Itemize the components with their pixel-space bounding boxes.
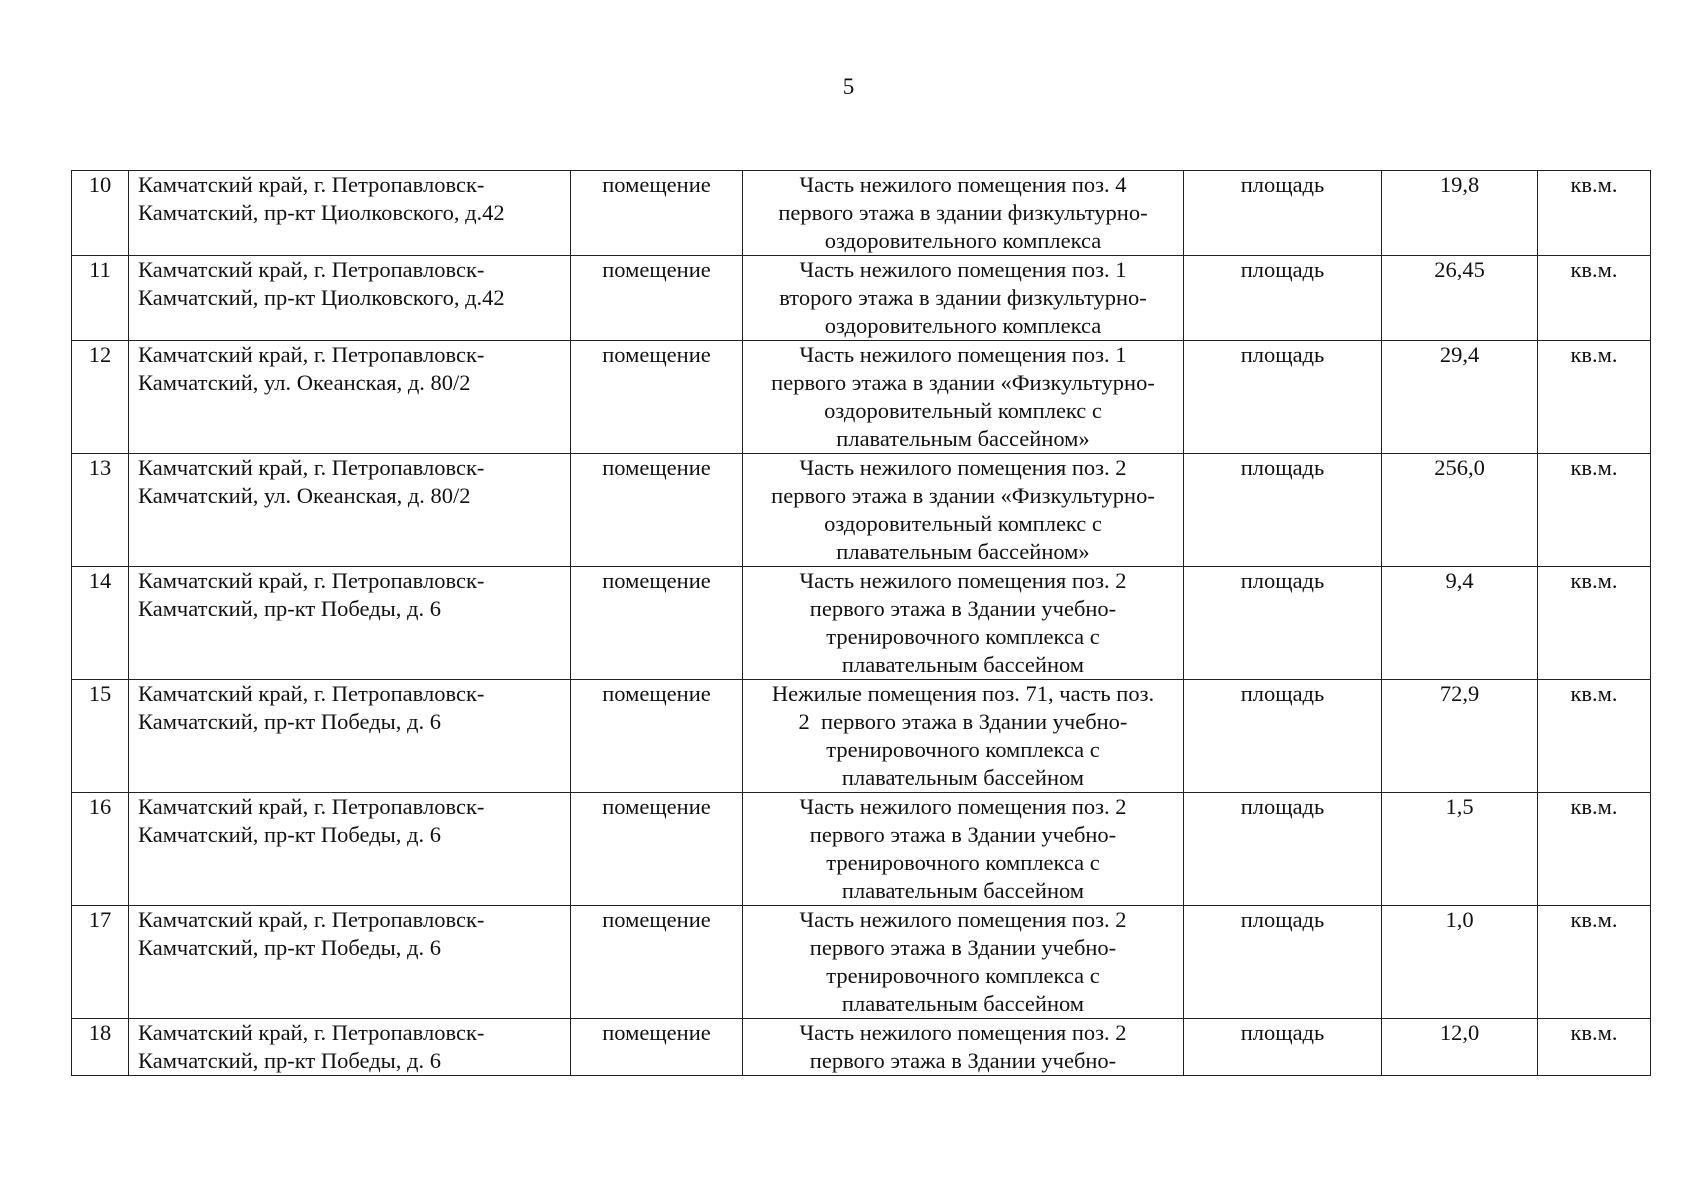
description-line: Часть нежилого помещения поз. 1	[799, 342, 1127, 367]
description-line: Часть нежилого помещения поз. 2	[799, 568, 1127, 593]
description-line: первого этажа в здании «Физкультурно-	[771, 483, 1155, 508]
table-row	[72, 171, 1651, 256]
address-line: Камчатский, пр-кт Циолковского, д.42	[138, 200, 505, 225]
description-line: Часть нежилого помещения поз. 1	[799, 257, 1127, 282]
value-cell: 256,0	[1382, 454, 1538, 567]
address-line: Камчатский, пр-кт Победы, д. 6	[138, 822, 441, 847]
address-line: Камчатский край, г. Петропавловск-	[138, 1020, 485, 1045]
parameter-cell: площадь	[1184, 1019, 1382, 1076]
object-type-cell: помещение	[571, 171, 743, 256]
description-line: плавательным бассейном»	[836, 426, 1090, 451]
description-cell	[743, 906, 1184, 1019]
address-cell	[129, 680, 571, 793]
description-line: первого этажа в Здании учебно-	[809, 1048, 1117, 1073]
address-line: Камчатский, пр-кт Циолковского, д.42	[138, 285, 505, 310]
table-row	[72, 341, 1651, 454]
description-cell	[743, 567, 1184, 680]
object-type-cell: помещение	[571, 341, 743, 454]
unit-cell: кв.м.	[1538, 906, 1651, 1019]
address-line: Камчатский, пр-кт Победы, д. 6	[138, 709, 441, 734]
description-cell	[743, 454, 1184, 567]
description-line: оздоровительного комплекса	[824, 313, 1102, 338]
address-cell	[129, 171, 571, 256]
object-type-cell: помещение	[571, 793, 743, 906]
address-line: Камчатский край, г. Петропавловск-	[138, 794, 485, 819]
address-cell	[129, 454, 571, 567]
value-cell: 1,5	[1382, 793, 1538, 906]
unit-cell: кв.м.	[1538, 454, 1651, 567]
description-line: первого этажа в Здании учебно-	[809, 935, 1117, 960]
description-line: плавательным бассейном	[841, 652, 1085, 677]
unit-cell: кв.м.	[1538, 341, 1651, 454]
description-line: тренировочного комплекса с	[826, 737, 1100, 762]
parameter-cell: площадь	[1184, 256, 1382, 341]
parameter-cell: площадь	[1184, 341, 1382, 454]
description-cell	[743, 256, 1184, 341]
parameter-cell: площадь	[1184, 454, 1382, 567]
page-number: 5	[842, 74, 855, 99]
unit-cell: кв.м.	[1538, 1019, 1651, 1076]
address-cell	[129, 793, 571, 906]
address-cell	[129, 1019, 571, 1076]
description-line: 2 первого этажа в Здании учебно-	[798, 709, 1128, 734]
description-line: Часть нежилого помещения поз. 2	[799, 455, 1127, 480]
row-number: 16	[72, 793, 129, 906]
address-line: Камчатский край, г. Петропавловск-	[138, 342, 485, 367]
row-number: 14	[72, 567, 129, 680]
address-cell	[129, 256, 571, 341]
address-line: Камчатский, ул. Океанская, д. 80/2	[138, 483, 471, 508]
description-line: Нежилые помещения поз. 71, часть поз.	[771, 681, 1155, 706]
row-number: 12	[72, 341, 129, 454]
address-line: Камчатский край, г. Петропавловск-	[138, 257, 485, 282]
row-number: 17	[72, 906, 129, 1019]
parameter-cell: площадь	[1184, 793, 1382, 906]
parameter-cell: площадь	[1184, 906, 1382, 1019]
table-row	[72, 1019, 1651, 1076]
description-line: первого этажа в здании физкультурно-	[778, 200, 1148, 225]
object-type-cell: помещение	[571, 567, 743, 680]
property-table	[71, 170, 1651, 1076]
value-cell: 29,4	[1382, 341, 1538, 454]
table-row	[72, 906, 1651, 1019]
description-cell	[743, 680, 1184, 793]
address-line: Камчатский край, г. Петропавловск-	[138, 172, 485, 197]
object-type-cell: помещение	[571, 454, 743, 567]
description-line: оздоровительный комплекс с	[824, 511, 1102, 536]
row-number: 10	[72, 171, 129, 256]
address-line: Камчатский край, г. Петропавловск-	[138, 455, 485, 480]
description-line: первого этажа в Здании учебно-	[809, 822, 1117, 847]
description-line: Часть нежилого помещения поз. 2	[799, 1020, 1127, 1045]
description-cell	[743, 341, 1184, 454]
address-line: Камчатский край, г. Петропавловск-	[138, 681, 485, 706]
object-type-cell: помещение	[571, 906, 743, 1019]
row-number: 11	[72, 256, 129, 341]
parameter-cell: площадь	[1184, 567, 1382, 680]
table-row	[72, 567, 1651, 680]
value-cell: 26,45	[1382, 256, 1538, 341]
description-line: Часть нежилого помещения поз. 2	[799, 794, 1127, 819]
table-row	[72, 793, 1651, 906]
value-cell: 9,4	[1382, 567, 1538, 680]
address-cell	[129, 567, 571, 680]
row-number: 18	[72, 1019, 129, 1076]
description-cell	[743, 793, 1184, 906]
unit-cell: кв.м.	[1538, 680, 1651, 793]
description-cell	[743, 171, 1184, 256]
object-type-cell: помещение	[571, 680, 743, 793]
value-cell: 12,0	[1382, 1019, 1538, 1076]
object-type-cell: помещение	[571, 256, 743, 341]
description-line: оздоровительного комплекса	[824, 228, 1102, 253]
address-line: Камчатский край, г. Петропавловск-	[138, 907, 485, 932]
description-line: тренировочного комплекса с	[826, 850, 1100, 875]
address-line: Камчатский, пр-кт Победы, д. 6	[138, 596, 441, 621]
value-cell: 1,0	[1382, 906, 1538, 1019]
description-line: тренировочного комплекса с	[826, 963, 1100, 988]
unit-cell: кв.м.	[1538, 793, 1651, 906]
table-row	[72, 454, 1651, 567]
value-cell: 72,9	[1382, 680, 1538, 793]
address-line: Камчатский, ул. Океанская, д. 80/2	[138, 370, 471, 395]
parameter-cell: площадь	[1184, 680, 1382, 793]
row-number: 13	[72, 454, 129, 567]
description-line: плавательным бассейном	[841, 765, 1085, 790]
description-line: плавательным бассейном»	[836, 539, 1090, 564]
description-line: первого этажа в здании «Физкультурно-	[771, 370, 1155, 395]
description-line: Часть нежилого помещения поз. 2	[799, 907, 1127, 932]
description-line: тренировочного комплекса с	[826, 624, 1100, 649]
object-type-cell: помещение	[571, 1019, 743, 1076]
description-line: плавательным бассейном	[841, 991, 1085, 1016]
unit-cell: кв.м.	[1538, 256, 1651, 341]
table-body	[72, 171, 1651, 1076]
address-line: Камчатский, пр-кт Победы, д. 6	[138, 935, 441, 960]
description-line: Часть нежилого помещения поз. 4	[799, 172, 1127, 197]
unit-cell: кв.м.	[1538, 171, 1651, 256]
description-line: второго этажа в здании физкультурно-	[779, 285, 1147, 310]
parameter-cell: площадь	[1184, 171, 1382, 256]
description-line: первого этажа в Здании учебно-	[809, 596, 1117, 621]
address-line: Камчатский край, г. Петропавловск-	[138, 568, 485, 593]
address-cell	[129, 906, 571, 1019]
row-number: 15	[72, 680, 129, 793]
description-cell	[743, 1019, 1184, 1076]
address-line: Камчатский, пр-кт Победы, д. 6	[138, 1048, 441, 1073]
description-line: плавательным бассейном	[841, 878, 1085, 903]
address-cell	[129, 341, 571, 454]
value-cell: 19,8	[1382, 171, 1538, 256]
table-row	[72, 680, 1651, 793]
table-row	[72, 256, 1651, 341]
unit-cell: кв.м.	[1538, 567, 1651, 680]
description-line: оздоровительный комплекс с	[824, 398, 1102, 423]
